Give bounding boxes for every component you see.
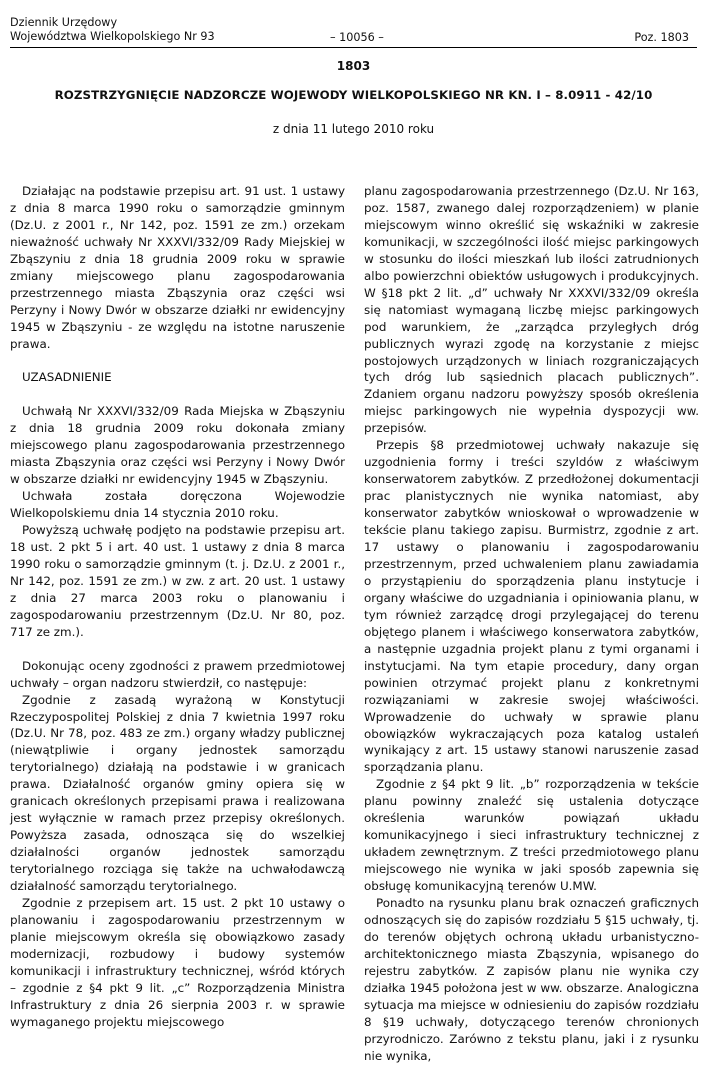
- paragraph: Zgodnie z zasadą wyrażoną w Konstytucji Rzeczypospolitej Polskiej z dnia 7 kwietnia 1997 roku (Dz.U. Nr 78, poz. 483 ze zm.) organy władzy publicznej (niewątpliwie i organy jednostek samorządu terytorialnego) działają na podstawie i w granicach prawa. Działalność organów gminy opiera się w granicach określonych przepisami prawa i realizowana jest wyłącznie w ramach przez przepisy określonych. Powyższa zasada, odnosząca się do wszelkiej działalności organów jednostek samorządu terytorialnego rozciąga się także na uchwałodawczą działalność samorządu terytorialnego.: [10, 692, 345, 894]
- section-heading: UZASADNIENIE: [22, 370, 112, 385]
- paragraph: planu zagospodarowania przestrzennego (Dz.U. Nr 163, poz. 1587, zwanego dalej rozporządzeniem) w planie miejscowym winno określić się wskaźniki w zakresie komunikacji, w szczególności ilość miejsc parkingowych w stosunku do ilości mieszkań lub ilości zatrudnionych albo powierzchni obiektów usługowych i produkcyjnych. W §18 pkt 2 lit. „d” uchwały Nr XXXVI/332/09 określa się natomiast wymaganą liczbę miejsc parkingowych pod warunkiem, że „zarządca przyległych dróg publicznych wyrazi zgodę na korzystanie z miejsc postojowych urządzonych w liniach rozgraniczających tych dróg lub sąsiednich placach publicznych”. Zdaniem organu nadzoru powyższy sposób określenia miejsc parkingowych nie wypełnia dyspozycji ww. przepisów.: [364, 184, 699, 436]
- journal-title-line2: Województwa Wielkopolskiego Nr 93: [10, 30, 215, 43]
- paragraph: Działając na podstawie przepisu art. 91 ust. 1 ustawy z dnia 8 marca 1990 roku o samorządzie gminnym (Dz.U. z 2001 r., Nr 142, poz. 1591 ze zm.) orzekam nieważność uchwały Nr XXXVI/332/09 Rady Miejskiej w Zbąszyniu z dnia 18 grudnia 2009 roku w sprawie zmiany miejscowego planu zagospodarowania przestrzennego miasta Zbąszynia oraz części wsi Perzyny i Nowy Dwór w obszarze działki nr ewidencyjny 1945 w Zbąszyniu - ze względu na istotne naruszenie prawa.: [10, 184, 345, 351]
- position-number: Poz. 1803: [634, 31, 689, 44]
- document-title: ROZSTRZYGNIĘCIE NADZORCZE WOJEWODY WIELKOPOLSKIEGO NR KN. I – 8.0911 - 42/10: [54, 88, 653, 102]
- document-number: 1803: [336, 59, 371, 73]
- journal-title-line1: Dziennik Urzędowy: [10, 16, 118, 29]
- paragraph: Zgodnie z §4 pkt 9 lit. „b” rozporządzenia w tekście planu powinny znaleźć się ustalenia dotyczące określenia warunków powiązań układu komunikacyjnego i sieci infrastruktury technicznej z układem zewnętrznym. Z treści przedmiotowego planu miejscowego nie wynika w jaki sposób zapewnia się obsługę komunikacyjną terenów U.MW.: [364, 777, 699, 894]
- page-number: – 10056 –: [330, 31, 384, 44]
- paragraph: Zgodnie z przepisem art. 15 ust. 2 pkt 10 ustawy o planowaniu i zagospodarowaniu przestrzennym w planie miejscowym określa się obowiązkowo zasady modernizacji, rozbudowy i budowy systemów komunikacji i infrastruktury technicznej, wśród których – zgodnie z §4 pkt 9 lit. „c” Rozporządzenia Ministra Infrastruktury z dnia 26 sierpnia 2003 r. w sprawie wymaganego projektu miejscowego: [10, 895, 345, 1029]
- document-date: z dnia 11 lutego 2010 roku: [272, 122, 435, 136]
- header-divider: [10, 47, 697, 48]
- right-column: [364, 183, 699, 1065]
- paragraph: Uchwała została doręczona Wojewodzie Wielkopolskiemu dnia 14 stycznia 2010 roku.: [10, 489, 345, 521]
- paragraph: Przepis §8 przedmiotowej uchwały nakazuje się uzgodnienia formy i treści szyldów z właściwym konserwatorem zabytków. Z przedłożonej dokumentacji prac planistycznych nie wynika natomiast, aby konserwator zabytków wnioskował o wprowadzenie w tekście planu takiego zapisu. Burmistrz, zgodnie z art. 17 ustawy o planowaniu i zagospodarowaniu przestrzennym, przed uchwaleniem planu zawiadamia o przystąpieniu do sporządzenia planu instytucje i organy właściwe do uzgadniania i opiniowania planu, w tym również zarządcę drogi przylegającej do terenu objętego planem i właściwego konserwatora zabytków, a następnie uzgadnia projekt planu z tymi organami i instytucjami. Na tym etapie procedury, dany organ powinien otrzymać projekt planu z konkretnymi rozwiązaniami w zakresie swojej właściwości. Wprowadzenie do uchwały w sprawie planu obowiązków wykraczających poza katalog ustaleń wynikający z art. 15 ustawy stanowi naruszenie zasad sporządzania planu.: [364, 438, 699, 775]
- paragraph: Dokonując oceny zgodności z prawem przedmiotowej uchwały – organ nadzoru stwierdził, co następuje:: [10, 658, 345, 690]
- paragraph: Uchwałą Nr XXXVI/332/09 Rada Miejska w Zbąszyniu z dnia 18 grudnia 2009 roku dokonała zmiany miejscowego planu zagospodarowania przestrzennego miasta Zbąszynia oraz części wsi Perzyny i Nowy Dwór w obszarze działki nr ewidencyjny 1945 w Zbąszyniu.: [10, 404, 345, 487]
- paragraph: Powyższą uchwałę podjęto na podstawie przepisu art. 18 ust. 2 pkt 5 i art. 40 ust. 1 ustawy z dnia 8 marca 1990 roku o samorządzie gminnym (t. j. Dz.U. z 2001 r., Nr 142, poz. 1591 ze zm.) w zw. z art. 20 ust. 1 ustawy z dnia 27 marca 2003 roku o planowaniu i zagospodarowaniu przestrzennym (Dz.U. Nr 80, poz. 717 ze zm.).: [10, 523, 345, 639]
- left-column: [10, 183, 345, 1031]
- journal-title: [10, 16, 215, 44]
- journal-header: [10, 16, 697, 46]
- paragraph: Ponadto na rysunku planu brak oznaczeń graficznych odnoszących się do zapisów rozdziału 5 §15 uchwały, tj. do terenów objętych ochroną układu urbanistyczno-architektonicznego miasta Zbąszynia, wpisanego do rejestru zabytków. Z zapisów planu nie wynika czy działka 1945 położona jest w ww. obszarze. Analogiczna sytuacja ma miejsce w odniesieniu do zapisów rozdziału 8 §19 uchwały, dotyczącego terenów chronionych przyrodniczo. Zarówno z tekstu planu, jaki i z rysunku nie wynika,: [364, 896, 699, 1063]
